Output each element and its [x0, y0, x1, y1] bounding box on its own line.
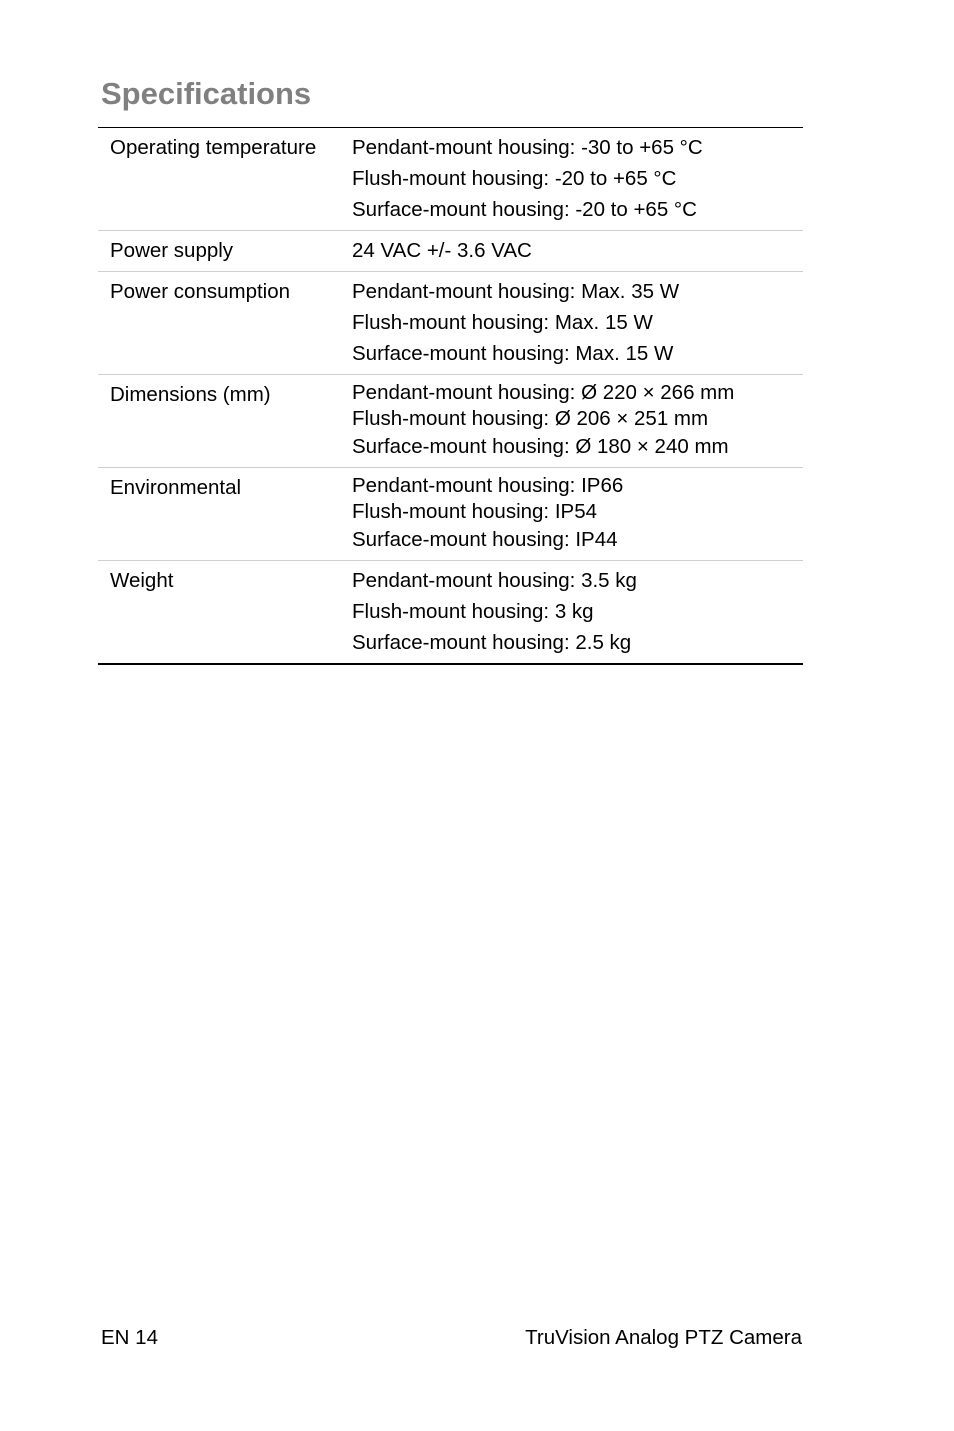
spec-value: Surface-mount housing: Max. 15 W [352, 342, 674, 365]
spec-value: Pendant-mount housing: IP66 [352, 474, 624, 497]
table-row-environmental [98, 467, 803, 560]
table-row-weight [98, 560, 803, 663]
specifications-table [98, 127, 803, 665]
spec-value: Surface-mount housing: IP44 [352, 528, 618, 551]
spec-label: Dimensions (mm) [110, 383, 271, 406]
spec-label: Power consumption [110, 280, 291, 303]
spec-values [352, 565, 803, 658]
document-title: TruVision Analog PTZ Camera [525, 1326, 802, 1349]
spec-value: Flush-mount housing: IP54 [352, 500, 597, 523]
spec-label: Weight [110, 569, 174, 592]
spec-value: 24 VAC +/- 3.6 VAC [352, 239, 532, 262]
table-row-power-consumption [98, 271, 803, 374]
table-row-operating-temperature [98, 128, 803, 230]
table-row-power-supply [98, 230, 803, 271]
spec-values [352, 472, 803, 555]
page-title: Specifications [101, 76, 312, 111]
spec-value: Flush-mount housing: -20 to +65 °C [352, 167, 677, 190]
spec-values [352, 276, 803, 369]
spec-value: Pendant-mount housing: -30 to +65 °C [352, 136, 703, 159]
spec-value: Surface-mount housing: Ø 180 × 240 mm [352, 435, 729, 458]
spec-value: Flush-mount housing: 3 kg [352, 600, 594, 623]
spec-value: Flush-mount housing: Ø 206 × 251 mm [352, 407, 709, 430]
spec-value: Pendant-mount housing: 3.5 kg [352, 569, 637, 592]
spec-value: Pendant-mount housing: Ø 220 × 266 mm [352, 381, 735, 404]
spec-value: Pendant-mount housing: Max. 35 W [352, 280, 680, 303]
spec-value: Surface-mount housing: 2.5 kg [352, 631, 632, 654]
page-number: EN 14 [101, 1326, 158, 1349]
spec-label: Operating temperature [110, 136, 317, 159]
spec-values [352, 379, 803, 462]
spec-value: Flush-mount housing: Max. 15 W [352, 311, 653, 334]
spec-label: Power supply [110, 239, 234, 262]
spec-values [352, 235, 803, 266]
spec-label: Environmental [110, 476, 242, 499]
spec-value: Surface-mount housing: -20 to +65 °C [352, 198, 697, 221]
table-row-dimensions [98, 374, 803, 467]
spec-values [352, 132, 803, 225]
